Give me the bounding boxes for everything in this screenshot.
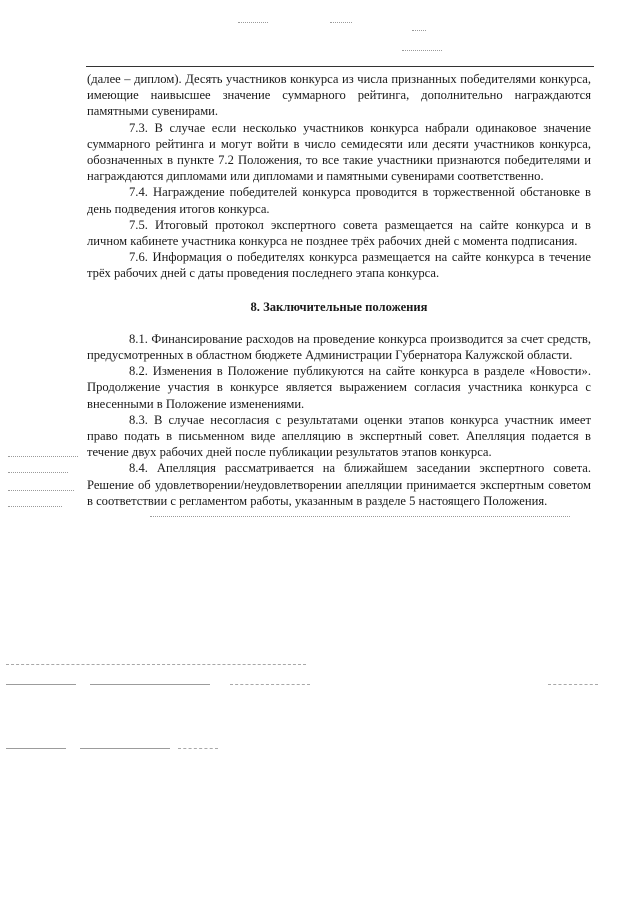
paragraph-7-3: 7.3. В случае если несколько участников конкурса набрали одинаковое значение суммарного рейтинга и могут войти в число семидесяти или десяти участников конкурса, обозначенных в пункте 7.2 Положения, то все такие участники признаются победителями и награждаются дипломами или дипломами и памятными сувенирами соответственно. <box>87 120 591 184</box>
scan-artifact <box>412 30 426 31</box>
bleed-through-line <box>6 664 306 665</box>
header-rule <box>86 66 594 67</box>
paragraph-8-2: 8.2. Изменения в Положение публикуются на сайте конкурса в разделе «Новости». Продолжение участия в конкурсе является выражением согласия участника конкурса с внесенными в Положение изменениями. <box>87 364 591 411</box>
paragraph-7-2-continued: (далее – диплом). Десять участников конкурса из числа признанных победителями конкурса, имеющие наивысшее значение суммарного рейтинга, дополнительно награждаются памятными сувенирами. <box>87 72 591 119</box>
paragraph-7-6: 7.6. Информация о победителях конкурса размещается на сайте конкурса в течение трёх рабочих дней с даты проведения последнего этапа конкурса. <box>87 250 591 281</box>
paragraph-7-4: 7.4. Награждение победителей конкурса проводится в торжественной обстановке в день подведения итогов конкурса. <box>87 185 591 216</box>
bleed-through-line <box>90 684 210 685</box>
paragraph-8-3: 8.3. В случае несогласия с результатами оценки этапов конкурса участник имеет право подать в письменном виде апелляцию в экспертный совет. Апелляция подается в течение двух рабочих дней после публикации результатов этапов конкурса. <box>87 412 591 460</box>
scan-artifact <box>8 472 68 473</box>
scan-artifact <box>330 22 352 23</box>
section-heading: 8. Заключительные положения <box>250 299 428 314</box>
paragraph-7-5: 7.5. Итоговый протокол экспертного совета размещается на сайте конкурса и в личном кабинете участника конкурса не позднее трёх рабочих дней с момента подписания. <box>87 217 591 249</box>
bleed-through-line <box>548 684 598 685</box>
document-body <box>87 71 591 509</box>
bleed-through-line <box>230 684 310 685</box>
bleed-through-line <box>6 748 66 749</box>
scan-artifact <box>402 50 442 51</box>
scan-artifact <box>8 506 62 507</box>
scan-artifact <box>238 22 268 23</box>
bleed-through-line <box>80 748 170 749</box>
paragraph-8-1: 8.1. Финансирование расходов на проведение конкурса производится за счет средств, предусмотренных в областном бюджете Администрации Губернатора Калужской области. <box>87 331 591 363</box>
bleed-through-line <box>178 748 218 749</box>
scan-artifact <box>8 490 74 491</box>
scan-artifact <box>150 516 570 517</box>
paragraph-8-4: 8.4. Апелляция рассматривается на ближайшем заседании экспертного совета. Решение об удовлетворении/неудовлетворении апелляции принимается экспертным советом в соответствии с регламентом работы, указанным в разделе 5 настоящего Положения. <box>87 461 591 508</box>
bleed-through-line <box>6 684 76 685</box>
scan-artifact <box>8 456 78 457</box>
